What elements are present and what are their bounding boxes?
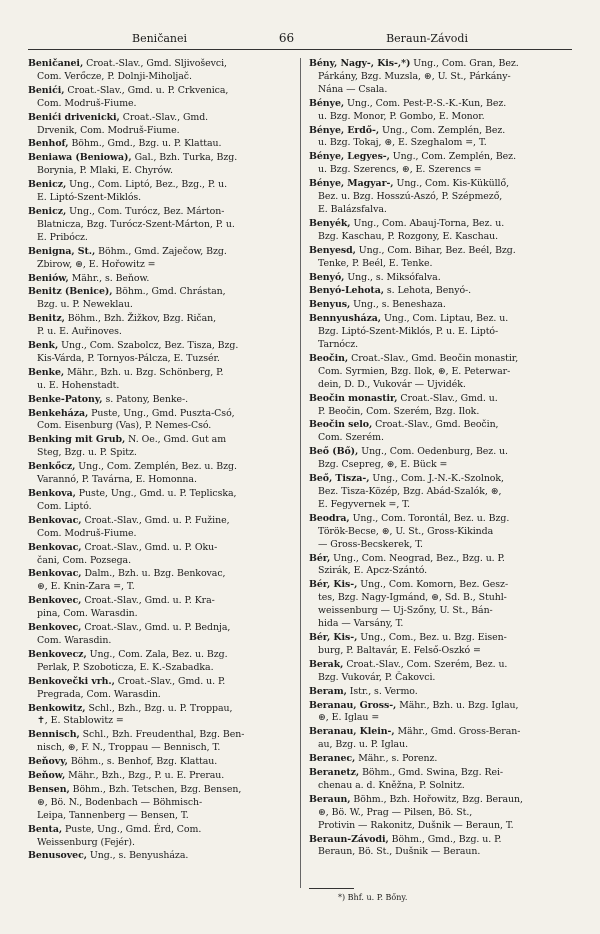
entry-name: Benkovac, [28,541,82,553]
entry-continuation: E. Liptó-Szent-Miklós. [37,192,142,204]
entry-continuation: burg, P. Baltavár, E. Felső-Oszkó = [318,644,481,656]
entry-name: Beő (Bő), [309,446,359,458]
gazetteer-entry [28,850,298,863]
entry-name: Benusovec, [28,850,87,862]
entry-text: Ung., Com. J.-N.-K.-Szolnok, [372,473,504,485]
gazetteer-entry [309,753,581,766]
entry-text: Puste, Ung., Gmd. u. P. Teplicska, [78,488,237,499]
header-right: Beraun-Závodi [386,31,468,45]
entry-name: Bény, Nagy-, Kis-,*) [309,58,411,69]
footnote-rule [309,888,354,889]
gazetteer-entry [309,313,581,352]
entry-name: Bénye, Erdő-, [309,124,380,136]
gazetteer-entry [28,824,298,850]
entry-name: Beranec, [309,753,356,765]
entry-continuation: Pregrada, Com. Warasdin. [37,688,161,700]
entry-continuation: Com. Syrmien, Bzg. Ilok, ⊛, E. Peterwar- [318,365,511,377]
left-column [28,58,298,864]
entry-name: Beraun-Závodi, [309,833,389,845]
entry-name: Benkovac, [28,568,82,580]
entry-text: s. Patony, Benke-. [105,393,189,405]
gazetteer-entry [28,568,298,594]
entry-text: Croat.-Slav., Gmd. Beočin, [375,419,499,431]
entry-continuation: nisch, ⊛, F. N., Troppau — Bennisch, T. [37,742,221,754]
entry-text: Ung., Com. Zala, Bez. u. Bzg. [89,648,228,660]
entry-text: Croat.-Slav., Gmd. [122,111,209,123]
entry-text: Ung., Com. Oedenburg, Bez. u. [361,446,508,458]
entry-name: Benkovac, [28,514,82,526]
entry-name: Beranetz, [309,767,360,779]
entry-name: Beraun, [309,793,351,805]
entry-continuation: Tenke, P. Beél, E. Tenke. [318,257,433,269]
gazetteer-entry [28,622,298,648]
entry-name: Benhof, [28,138,69,150]
entry-text: Böhm., Gmd., Bzg. u. P. Klattau. [71,138,222,150]
column-divider [300,58,301,888]
entry-text: Ung., Com. Liptó, Bez., Bzg., P. u. [69,179,228,191]
entry-text: Croat.-Slav., Com. Szerém, Bez. u. [346,658,508,670]
entry-name: Benta, [28,823,63,835]
entry-text: Mähr., Bzh. u. Bzg. Schönberg, P. [67,366,224,378]
entry-text: N. Oe., Gmd. Gut am [128,434,227,446]
entry-name: Benitz, [28,313,65,325]
entry-text: Ung., Com., Bez. u. Bzg. Eisen- [360,631,507,643]
entry-text: Croat.-Slav., Gmd. Beočin monastir, [351,352,519,364]
entry-continuation: u. Bzg. Szerencs, ⊛, E. Szerencs = [318,164,482,176]
gazetteer-entry [309,299,581,312]
entry-name: Benkeháza, [28,407,89,419]
entry-continuation: hida — Varsány, T. [318,618,404,630]
entry-text: Ung., Com. Zemplén, Bez. u. Bzg. [78,461,237,473]
entry-continuation: Com. Modruš-Fiume. [37,527,137,539]
gazetteer-entry [309,579,581,631]
gazetteer-entry [28,434,298,460]
entry-text: Ung., s. Miksófalva. [347,271,441,283]
entry-name: Beočin selo, [309,419,373,431]
entry-name: Beniawa (Beniowa), [28,152,132,164]
entry-name: Bér, Kis-, [309,579,358,591]
running-header [28,30,572,46]
gazetteer-entry [28,112,298,138]
entry-continuation: chenau a. d. Kněžna, P. Solnitz. [318,779,465,791]
entry-name: Benke, [28,366,65,378]
gazetteer-entry [309,245,581,271]
gazetteer-entry [309,125,581,151]
entry-name: Beňovy, [28,756,68,768]
entry-name: Beram, [309,685,347,697]
entry-name: Benyesd, [309,244,356,256]
entry-text: Croat.-Slav., Gmd. Sljivoševci, [86,58,227,69]
entry-name: Benyó-Lehota, [309,285,384,297]
entry-continuation: Borynia, P. Mlaki, E. Chyrów. [37,165,173,177]
gazetteer-entry [28,756,298,769]
entry-text: Croat.-Slav., Gmd. u. P. Crkvenica, [67,84,229,96]
footnote: *) Bhf. u. P. Bőny. [338,893,408,902]
gazetteer-entry [28,179,298,205]
entry-continuation: E. Pribócz. [37,231,88,243]
entry-text: Mähr., Bzh. u. Bzg. Iglau, [399,699,519,711]
gazetteer-entry [28,85,298,111]
gazetteer-entry [309,700,581,726]
entry-continuation: ⊛, Bö. W., Prag — Pilsen, Bö. St., [318,806,473,818]
entry-continuation: pina, Com. Warasdin. [37,608,138,620]
entry-continuation: Bez. Tisza-Közép, Bzg. Abád-Szalók, ⊛, [318,486,502,497]
entry-text: Böhm., s. Benhof, Bzg. Klattau. [70,756,218,768]
entry-text: Mähr., Gmd. Gross-Beran- [397,726,521,738]
gazetteer-entry [309,446,581,472]
entry-continuation: čani, Com. Pozsega. [37,554,131,566]
entry-continuation: Bez. u. Bzg. Hosszú-Aszó, P. Szépmező, [318,191,503,203]
gazetteer-entry [309,632,581,658]
gazetteer-entry [309,393,581,419]
entry-text: Ung., Com. Zemplén, Bez. [381,124,506,136]
entry-name: Benking mit Grub, [28,434,126,446]
entry-name: Bennyusháza, [309,313,382,325]
entry-text: Böhm., Bzh. Žižkov, Bzg. Ričan, [67,313,217,325]
entry-text: Ung., Com. Torontál, Bez. u. Bzg. [352,512,510,524]
entry-name: Beő, Tisza-, [309,473,370,485]
entry-text: Puste, Ung., Gmd. Puszta-Csó, [91,407,235,419]
entry-continuation: Beraun, Bö. St., Dušnik — Beraun. [318,846,481,858]
entry-continuation: Nána — Csala. [318,83,388,95]
entry-name: Benkova, [28,488,76,499]
header-left: Beničanei [132,31,188,45]
entry-text: Ung., Com. Liptau, Bez. u. [383,313,509,325]
entry-name: Benkőcz, [28,461,76,473]
gazetteer-entry [28,408,298,434]
gazetteer-entry [309,218,581,244]
header-rule [28,49,572,50]
entry-name: Bér, Kis-, [309,631,358,643]
entry-continuation: Szirák, E. Apcz-Szántó. [318,565,428,577]
entry-text: Ung., s. Beneshaza. [353,299,446,311]
entry-text: Dalm., Bzh. u. Bzg. Benkovac, [84,568,226,580]
gazetteer-entry [28,595,298,621]
entry-continuation: u. Bzg. Monor, P. Gombo, E. Monor. [318,110,485,122]
entry-continuation: Kis-Várda, P. Tornyos-Pálcza, E. Tuzsér. [37,352,220,364]
entry-text: Ung., Com. Turócz, Bez. Márton- [69,205,225,217]
gazetteer-entry [28,703,298,729]
entry-text: Böhm., Gmd. Swina, Bzg. Rei- [362,767,504,779]
entry-text: Ung., Com. Abauj-Torna, Bez. u. [353,217,505,229]
gazetteer-entry [309,553,581,579]
gazetteer-entry [28,340,298,366]
entry-text: Croat.-Slav., Gmd. u. P. Kra- [84,595,215,607]
entry-text: Croat.-Slav., Gmd. u. [400,392,498,404]
entry-name: Berak, [309,658,344,670]
entry-continuation: Com. Modruš-Fiume. [37,97,137,109]
gazetteer-entry [309,513,581,552]
entry-name: Bér, [309,552,331,564]
gazetteer-entry [28,461,298,487]
entry-text: Ung., Com. Kis-Küküllő, [396,178,510,190]
entry-text: Böhm., Bzh. Tetschen, Bzg. Bensen, [72,783,242,795]
entry-continuation: Perlak, P. Szoboticza, E. K.-Szabadka. [37,661,214,673]
entry-name: Bensen, [28,783,70,795]
entry-continuation: ✝, E. Stablowitz = [37,715,124,727]
gazetteer-entry [28,313,298,339]
gazetteer-entry [28,488,298,514]
entry-continuation: Varannó, P. Tavárna, E. Homonna. [37,474,197,486]
gazetteer-entry [28,58,298,84]
entry-text: Croat.-Slav., Gmd. u. P. Oku- [84,541,218,553]
gazetteer-entry [309,98,581,124]
entry-name: Beočin, [309,352,349,364]
entry-continuation: Bzg. u. P. Neweklau. [37,299,133,311]
gazetteer-entry [28,676,298,702]
entry-continuation: Bzg. Liptó-Szent-Miklós, P. u. E. Liptó- [318,326,499,338]
entry-continuation: Tarnócz. [318,339,359,351]
entry-continuation: P. Beočin, Com. Szerém, Bzg. Ilok. [318,405,480,417]
entry-continuation: ⊛, E. Knin-Zara =, T. [37,581,135,593]
gazetteer-entry [309,794,581,833]
entry-continuation: Weissenburg (Fejér). [37,836,135,848]
entry-continuation: Bzg. Vukovár, P. Čakovci. [318,671,436,683]
entry-continuation: dein, D. D., Vukovár — Ujvidék. [318,378,466,390]
gazetteer-entry [309,767,581,793]
gazetteer-entry [309,151,581,177]
entry-name: Benkovec, [28,622,82,634]
entry-text: Ung., Com. Komorn, Bez. Gesz- [360,579,509,591]
entry-name: Benići drivenicki, [28,111,120,123]
entry-continuation: E. Fegyvernek =, T. [318,498,410,510]
gazetteer-entry [28,273,298,286]
entry-name: Benke-Patony, [28,393,103,405]
entry-name: Benyék, [309,217,351,229]
entry-text: Mähr., s. Beňow. [71,272,150,284]
entry-name: Benigna, St., [28,245,96,257]
gazetteer-entry [309,272,581,285]
entry-name: Benići, [28,84,65,96]
gazetteer-entry [28,649,298,675]
entry-continuation: Török-Becse, ⊛, U. St., Gross-Kikinda [318,525,494,537]
entry-text: s. Lehota, Benyó-. [386,285,472,297]
gazetteer-entry [309,659,581,685]
gazetteer-entry [28,542,298,568]
entry-continuation: u. Bzg. Tokaj, ⊛, E. Szeghalom =, T. [318,137,487,149]
gazetteer-entry [28,206,298,245]
entry-text: Ung., Com. Szabolcz, Bez. Tisza, Bzg. [61,340,239,352]
gazetteer-entry [28,784,298,823]
entry-name: Benkovečki vrh., [28,675,115,687]
gazetteer-entry [28,138,298,151]
gazetteer-entry [28,286,298,312]
entry-text: Böhm., Bzh. Hořowitz, Bzg. Beraun, [353,793,523,805]
page-number: 66 [278,31,295,45]
entry-continuation: E. Balázsfalva. [318,203,387,215]
entry-continuation: Com. Liptó. [37,500,92,512]
entry-name: Benk, [28,340,59,352]
gazetteer-entry [28,515,298,541]
entry-text: Ung., s. Benyusháza. [89,850,189,862]
entry-name: Bennisch, [28,729,80,741]
entry-continuation: Com. Szerém. [318,432,384,444]
entry-continuation: ⊛, Bö. N., Bodenbach — Böhmisch- [37,796,203,808]
entry-continuation: Drvenik, Com. Modruš-Fiume. [37,124,180,136]
gazetteer-entry [309,58,581,97]
entry-name: Beočin monastir, [309,392,398,404]
entry-text: Gal., Bzh. Turka, Bzg. [134,152,238,164]
entry-text: Schl., Bzh. Freudenthal, Bzg. Ben- [82,729,245,741]
entry-text: Ung., Com. Gran, Bez. [413,58,519,69]
right-column [309,58,581,860]
entry-text: Böhm., Gmd. Zaječow, Bzg. [98,245,227,257]
entry-name: Beranau, Klein-, [309,726,395,738]
gazetteer-entry [28,729,298,755]
entry-text: Croat.-Slav., Gmd. u. P. Bednja, [84,622,231,634]
entry-continuation: Com. Warasdin. [37,634,112,646]
entry-name: Beranau, Gross-, [309,699,397,711]
gazetteer-entry [28,152,298,178]
entry-text: Böhm., Gmd. Chrástan, [115,286,226,298]
entry-name: Benkovecz, [28,648,87,660]
entry-name: Beodra, [309,512,350,524]
entry-text: Istr., s. Vermo. [349,685,418,697]
gazetteer-entry [309,285,581,298]
entry-continuation: tes, Bzg. Nagy-Igmánd, ⊛, Sd. B., Stuhl- [318,592,507,604]
entry-name: Bénye, Legyes-, [309,151,390,163]
entry-text: Schl., Bzh., Bzg. u. P. Troppau, [88,702,233,714]
gazetteer-entry [28,367,298,393]
gazetteer-entry [309,473,581,512]
entry-continuation: Blatnicza, Bzg. Turócz-Szent-Márton, P. u. [37,218,235,230]
entry-name: Bénye, [309,97,345,109]
entry-name: Benitz (Benice), [28,286,113,298]
entry-text: Ung., Com. Neograd, Bez., Bzg. u. P. [333,552,505,564]
gazetteer-entry [28,246,298,272]
entry-text: Ung., Com. Bihar, Bez. Beél, Bzg. [358,244,516,256]
entry-continuation: Párkány, Bzg. Muzsla, ⊛, U. St., Párkány- [318,70,511,82]
entry-text: Croat.-Slav., Gmd. u. P. Fužine, [84,514,230,526]
entry-continuation: weissenburg — Uj-Szőny, U. St., Bán- [318,605,493,617]
entry-name: Benicz, [28,179,67,191]
entry-continuation: Zbirow, ⊛, E. Hořowitz = [37,258,156,270]
entry-text: Böhm., Gmd., Bzg. u. P. [391,833,502,845]
entry-continuation: Protivin — Rakonitz, Dušnik — Beraun, T. [318,819,514,831]
entry-continuation: Com. Verőcze, P. Dolnji-Miholjač. [37,70,192,82]
entry-continuation: Com. Eisenburg (Vas), P. Nemes-Csó. [37,420,212,432]
entry-name: Beničanei, [28,58,84,69]
gazetteer-entry [309,726,581,752]
entry-name: Benyó, [309,271,345,283]
gazetteer-entry [309,178,581,217]
entry-continuation: Bzg. Csepreg, ⊛, E. Bück = [318,459,448,471]
entry-continuation: Steg, Bzg. u. P. Spitz. [37,447,137,459]
entry-continuation: ⊛, E. Iglau = [318,712,380,724]
entry-text: Ung., Com. Zemplén, Bez. [392,151,516,163]
entry-text: Mähr., s. Porenz. [358,753,438,765]
entry-text: Croat.-Slav., Gmd. u. P. [117,675,226,687]
gazetteer-entry [309,353,581,392]
entry-name: Beniów, [28,272,69,284]
entry-continuation: — Gross-Becskerek, T. [318,538,423,550]
entry-continuation: au, Bzg. u. P. Iglau. [318,739,409,751]
entry-text: Mähr., Bzh., Bzg., P. u. E. Prerau. [68,770,225,782]
entry-text: Puste, Ung., Gmd. Érd, Com. [65,823,202,835]
gazetteer-entry [309,419,581,445]
entry-name: Beňow, [28,770,66,782]
gazetteer-entry [309,686,581,699]
entry-name: Bénye, Magyar-, [309,178,394,190]
entry-text: Ung., Com. Pest-P.-S.-K.-Kun, Bez. [347,97,507,109]
gazetteer-entry [28,394,298,407]
entry-continuation: Bzg. Kaschau, P. Rozgony, E. Kaschau. [318,230,499,242]
gazetteer-entry [28,770,298,783]
entry-continuation: Leipa, Tannenberg — Bensen, T. [37,809,189,821]
entry-name: Benkovec, [28,595,82,607]
gazetteer-entry [309,834,581,860]
entry-continuation: u. E. Hohenstadt. [37,379,120,391]
entry-name: Benicz, [28,205,67,217]
entry-continuation: P. u. E. Auřinoves. [37,326,122,338]
entry-name: Benyus, [309,299,351,311]
entry-name: Benkowitz, [28,702,86,714]
